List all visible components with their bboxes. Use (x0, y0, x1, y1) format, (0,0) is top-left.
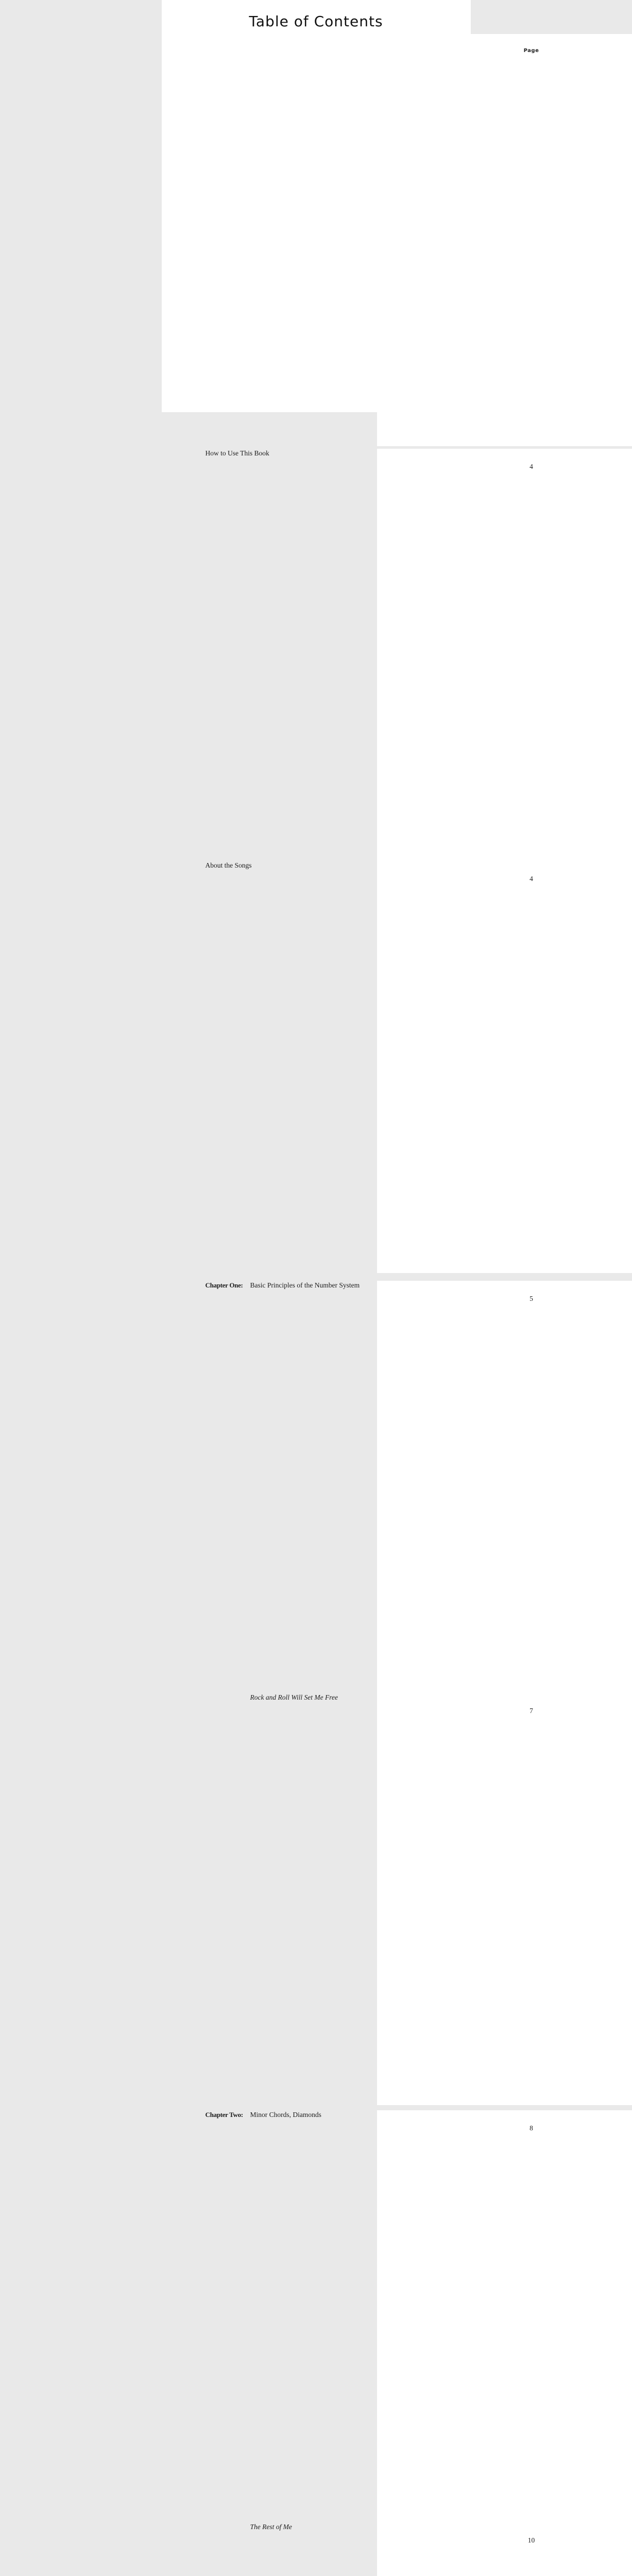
entry-label: About the Songs (206, 861, 377, 1273)
chapter-row (206, 1281, 471, 1693)
song-title: The Rest of Me (250, 2522, 377, 2576)
chapter-group (162, 1281, 471, 2105)
song-title: Rock and Roll Will Set Me Free (250, 1693, 377, 2105)
front-matter-list (162, 449, 471, 1273)
chapter-description: Minor Chords, Diamonds (250, 2110, 377, 2522)
chapter-row (206, 2110, 471, 2522)
toc-entry (206, 449, 471, 861)
toc-page (162, 0, 471, 412)
chapter-row (206, 2522, 471, 2576)
entry-page-number: 4 (377, 861, 632, 1273)
chapter-row (206, 1693, 471, 2105)
entry-page-number: 7 (377, 1693, 632, 2105)
page-column-header: Page (377, 34, 632, 446)
column-headers (206, 34, 471, 446)
chapter-label (206, 1693, 250, 2105)
entry-label: How to Use This Book (206, 449, 377, 861)
entry-page-number: 10 (377, 2522, 632, 2576)
chapter-label: Chapter One: (206, 1281, 250, 1693)
entry-page-number: 8 (377, 2110, 632, 2522)
entry-page-number: 4 (377, 449, 632, 861)
chapter-description: Basic Principles of the Number System (250, 1281, 377, 1693)
chapter-label: Chapter Two: (206, 2110, 250, 2522)
chapter-group (162, 2110, 471, 2576)
chapter-list (162, 1281, 471, 2576)
chapter-label (206, 2522, 250, 2576)
header-spacer (206, 34, 377, 446)
toc-entry (206, 861, 471, 1273)
page-title: Table of Contents (162, 13, 471, 30)
entry-page-number: 5 (377, 1281, 632, 1693)
